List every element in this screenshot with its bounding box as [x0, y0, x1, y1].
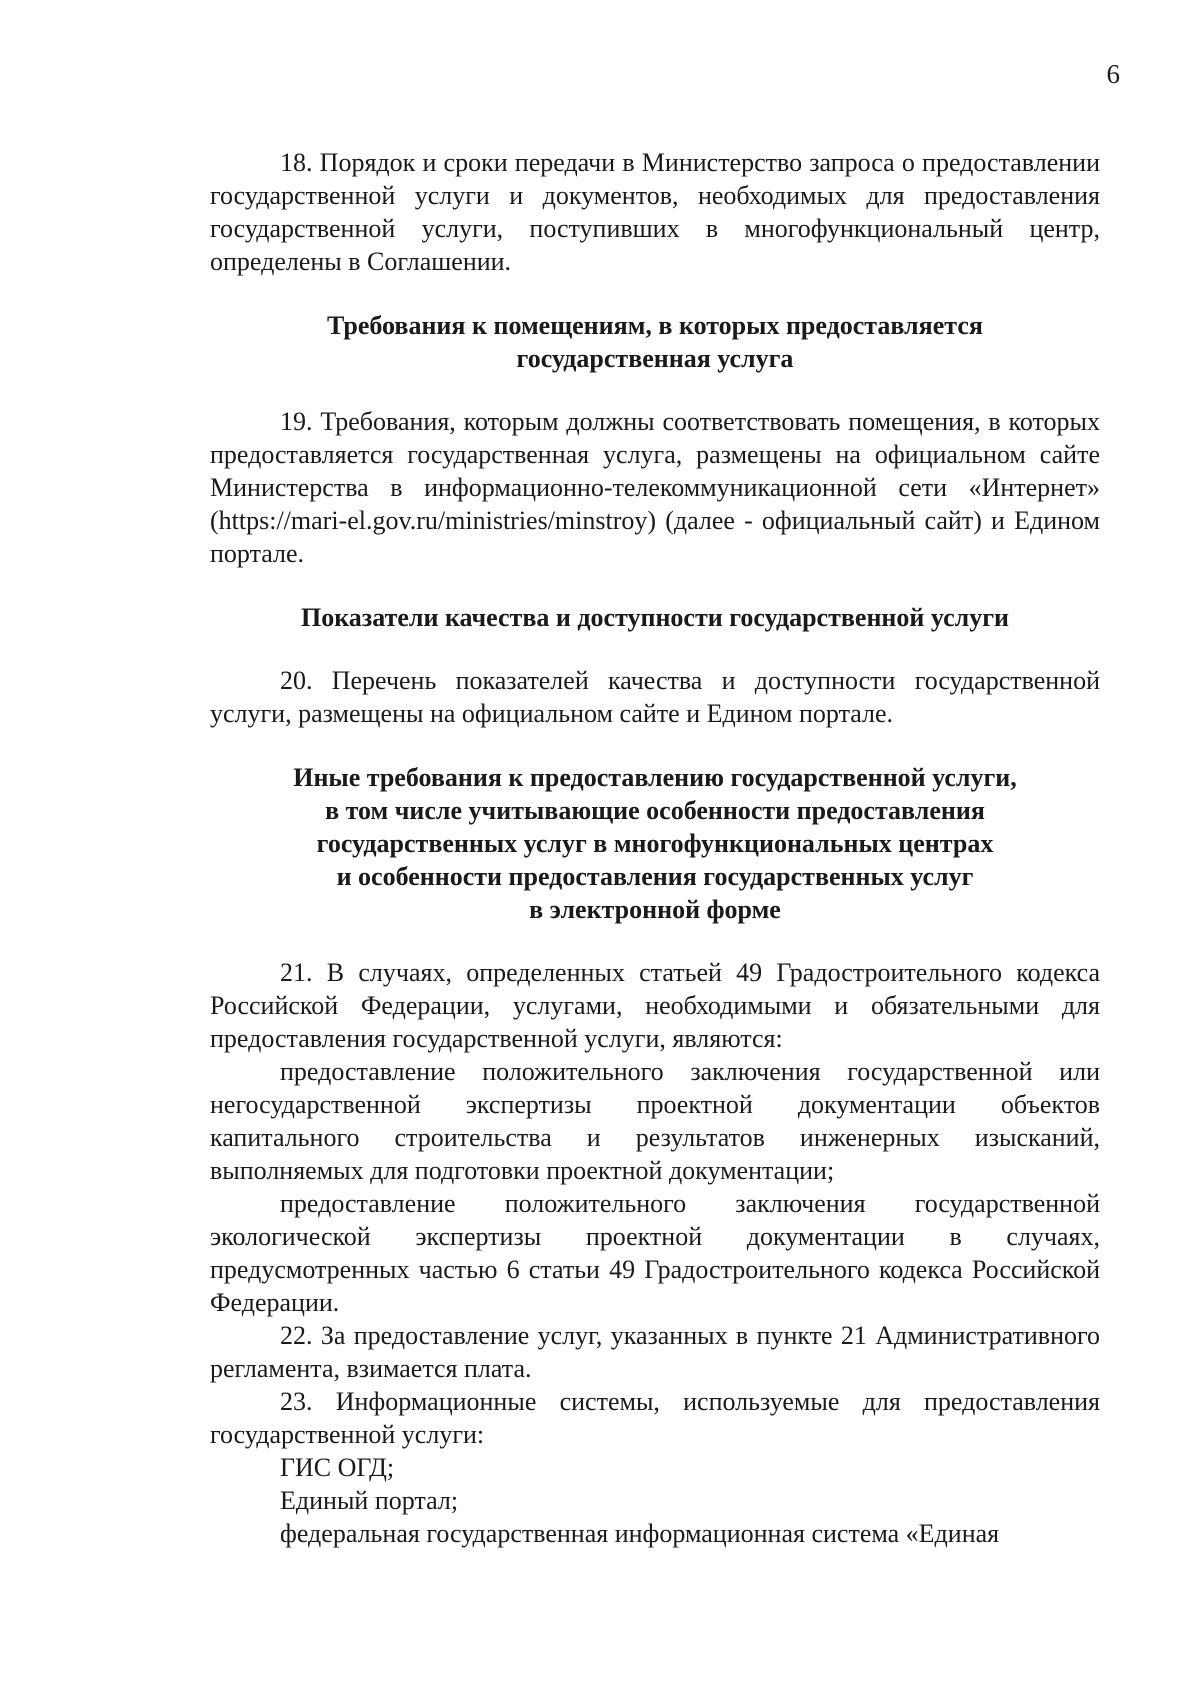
heading-line: в том числе учитывающие особенности предоставления [325, 796, 985, 825]
list-item: ГИС ОГД; [280, 1453, 395, 1482]
heading-line: Требования к помещениям, в которых предоставляется [327, 311, 983, 340]
paragraph-20: 20. Перечень показателей качества и доступности государственной услуги, размещены на официальном сайте и Едином портале. [210, 666, 1100, 728]
page-number: 6 [1106, 59, 1120, 89]
list-item: Единый портал; [280, 1486, 459, 1515]
document-body [210, 146, 1100, 1550]
paragraph-19: 19. Требования, которым должны соответствовать помещения, в которых предоставляется государственная услуга, размещены на официальном сайте Министерства в информационно-телекоммуникационной сети «Интернет» (https://mari-el.gov.ru/ministries/minstroy) (далее - официальный сайт) и Едином портале. [210, 407, 1100, 568]
paragraph-21: 21. В случаях, определенных статьей 49 Градостроительного кодекса Российской Федерации, услугами, необходимыми и обязательными для предоставления государственной услуги, являются: [210, 958, 1100, 1053]
heading-line: в электронной форме [529, 895, 781, 924]
heading-line: и особенности предоставления государственных услуг [336, 862, 974, 891]
heading-line: Показатели качества и доступности государственной услуги [300, 603, 1010, 632]
heading-other-requirements [210, 761, 1100, 926]
paragraph-21-item-a: предоставление положительного заключения государственной или негосударственной экспертизы проектной документации объектов капитального строительства и результатов инженерных изысканий, выполняемых для подготовки проектной документации; [210, 1057, 1100, 1185]
paragraph-23-last: федеральная государственная информационная система «Единая [280, 1519, 1000, 1548]
paragraph-22: 22. За предоставление услуг, указанных в пункте 21 Административного регламента, взимается плата. [210, 1321, 1100, 1383]
paragraph-18: 18. Порядок и сроки передачи в Министерство запроса о предоставлении государственной услуги и документов, необходимых для предоставления государственной услуги, поступивших в многофункциональный центр, определены в Соглашении. [210, 148, 1100, 276]
paragraph-21-item-b: предоставление положительного заключения государственной экологической экспертизы проектной документации в случаях, предусмотренных частью 6 статьи 49 Градостроительного кодекса Российской Федерации. [210, 1189, 1100, 1317]
heading-line: Иные требования к предоставлению государственной услуги, [293, 763, 1017, 792]
heading-quality-indicators [210, 601, 1100, 634]
heading-line: государственных услуг в многофункциональных центрах [316, 829, 994, 858]
paragraph-23: 23. Информационные системы, используемые для предоставления государственной услуги: [210, 1387, 1100, 1449]
heading-line: государственная услуга [516, 344, 794, 373]
heading-premises-requirements [210, 309, 1100, 375]
